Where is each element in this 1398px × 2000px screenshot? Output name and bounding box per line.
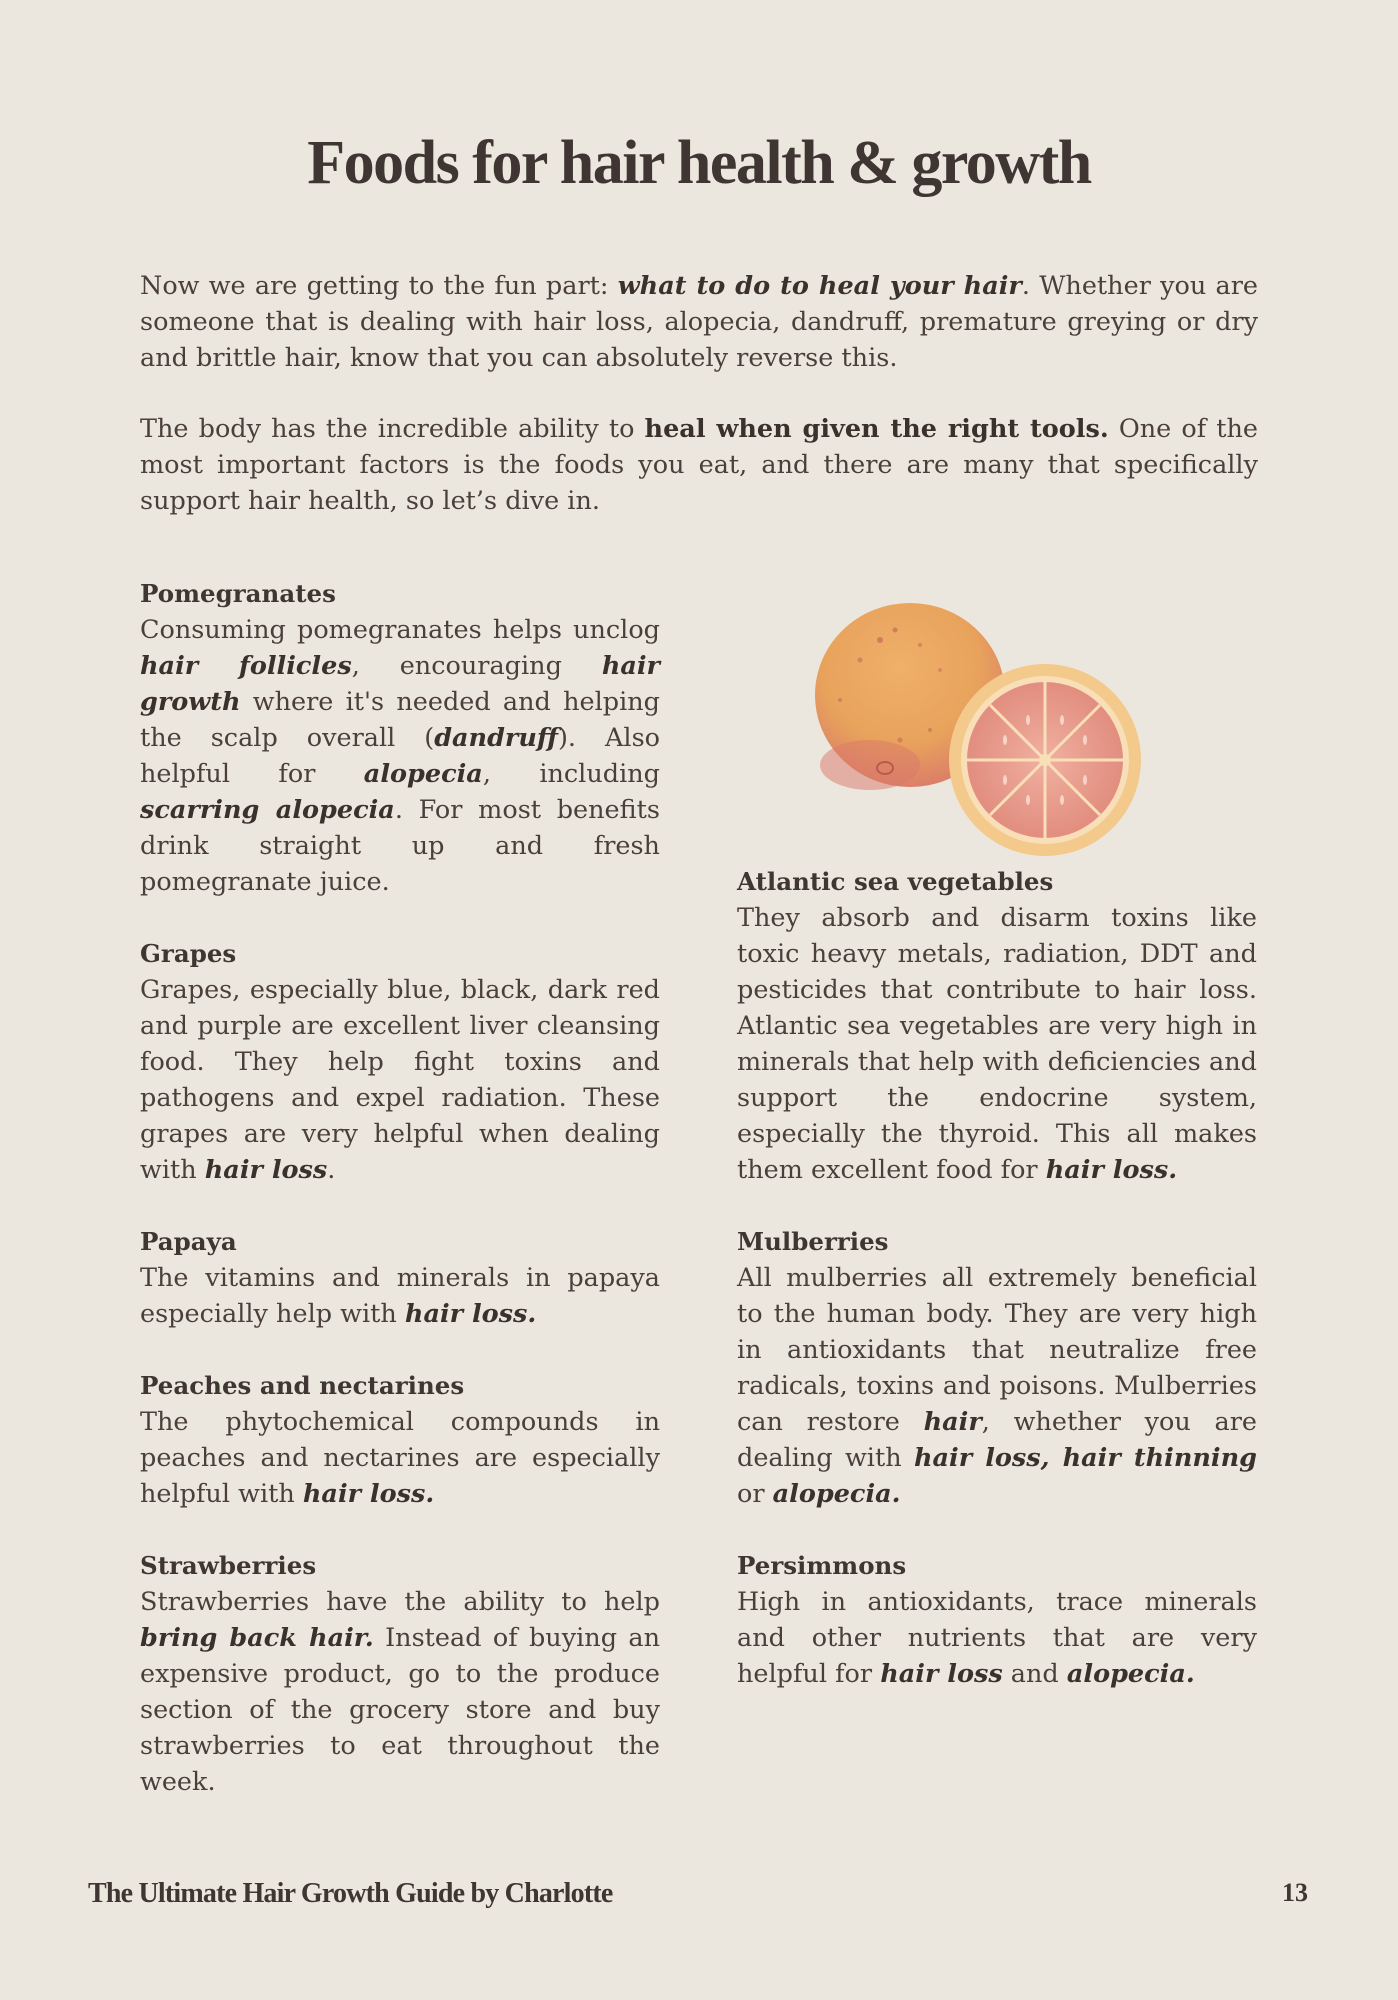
section-body: All mulberries all extremely beneficial to the human body. They are very high in antioxidants that neutralize free radicals, toxins and poisons. Mulberries can restore hair, whether you are dealing with hair loss, hair thinning or alopecia. [737,1263,1257,1509]
section-papaya [140,1224,660,1332]
footer-guide-title: The Ultimate Hair Growth Guide by Charlotte [88,1878,613,1909]
section-heading: Pomegranates [140,579,336,608]
section-mulberries [737,1224,1257,1512]
intro-paragraph-2: The body has the incredible ability to heal when given the right tools. One of the most important factors is the foods you eat, and there are many that specifically support hair health, so let’s dive in. [140,414,1258,516]
section-heading: Peaches and nectarines [140,1371,465,1400]
grapefruit-illustration [800,590,1160,860]
right-column [737,864,1257,1728]
halved-grapefruit [949,664,1141,856]
section-persimmons [737,1548,1257,1692]
section-heading: Mulberries [737,1227,889,1256]
section-heading: Persimmons [737,1551,907,1580]
section-heading: Grapes [140,939,237,968]
left-column [140,576,660,1836]
section-body: Consuming pomegranates helps unclog hair follicles, encouraging hair growth where it's needed and helping the scalp overall (dandruff). Also helpful for alopecia, including scarring alopecia. For most benefits drink straight up and fresh pomegranate juice. [140,615,661,897]
section-body: Strawberries have the ability to help bring back hair. Instead of buying an expensive product, go to the produce section of the grocery store and buy strawberries to eat throughout the week. [140,1587,660,1797]
section-body: Grapes, especially blue, black, dark red and purple are excellent liver cleansing food. They help fight toxins and pathogens and expel radiation. These grapes are very helpful when dealing with hair loss. [140,975,660,1185]
intro-paragraph-1: Now we are getting to the fun part: what to do to heal your hair. Whether you are someone that is dealing with hair loss, alopecia, dandruff, premature greying or dry and brittle hair, know that you can absolutely reverse this. [140,271,1258,373]
section-pomegranates [140,576,660,900]
section-body: High in antioxidants, trace minerals and other nutrients that are very helpful for hair loss and alopecia. [737,1587,1257,1689]
page-number: 13 [1282,1878,1308,1907]
section-body: The phytochemical compounds in peaches and nectarines are especially helpful with hair loss. [140,1407,660,1509]
section-heading: Atlantic sea vegetables [737,867,1054,896]
section-peaches [140,1368,660,1512]
page-title: Foods for hair health & growth [307,129,1091,197]
section-heading: Strawberries [140,1551,317,1580]
section-strawberries [140,1548,660,1800]
section-body: The vitamins and minerals in papaya especially help with hair loss. [140,1263,660,1329]
section-body: They absorb and disarm toxins like toxic heavy metals, radiation, DDT and pesticides that contribute to hair loss. Atlantic sea vegetables are very high in minerals that help with deficiencies and support the endocrine system, especially the thyroid. This all makes them excellent food for hair loss. [737,903,1257,1185]
section-grapes [140,936,660,1188]
section-atlantic-sea-vegetables [737,864,1257,1188]
section-heading: Papaya [140,1227,237,1256]
